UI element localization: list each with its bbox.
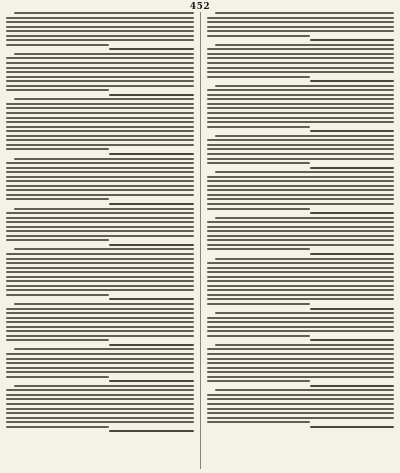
text-line: [6, 262, 194, 264]
text-line: [207, 267, 395, 269]
notice-entry: [6, 98, 194, 155]
text-line: [207, 76, 310, 78]
text-line: [6, 253, 194, 255]
text-line: [6, 235, 194, 237]
text-line: [207, 189, 395, 191]
text-line: [14, 303, 194, 305]
text-line: [207, 248, 310, 250]
text-line: [14, 348, 194, 350]
text-line: [6, 121, 194, 123]
text-line: [6, 135, 194, 137]
text-line: [6, 144, 194, 146]
text-line: [215, 135, 395, 137]
text-line: [6, 67, 194, 69]
text-line: [207, 17, 395, 19]
text-line: [207, 412, 395, 414]
text-line: [6, 371, 194, 373]
text-line: [215, 171, 395, 173]
text-line: [6, 294, 109, 296]
text-line: [6, 44, 109, 46]
text-line: [6, 403, 194, 405]
notice-entry: [207, 312, 395, 341]
text-line: [6, 258, 194, 260]
text-line: [207, 35, 310, 37]
text-line: [6, 189, 194, 191]
page-number: 452: [189, 2, 211, 12]
text-line: [6, 148, 109, 150]
text-line: [6, 389, 194, 391]
text-line: [215, 44, 395, 46]
text-line: [207, 335, 310, 337]
notice-entry: [6, 248, 194, 300]
text-line: [215, 344, 395, 346]
notice-entry: [6, 385, 194, 432]
text-line: [215, 12, 395, 14]
text-line: [207, 198, 395, 200]
text-line: [207, 326, 395, 328]
text-line: [207, 262, 395, 264]
text-line: [207, 367, 395, 369]
text-line: [207, 394, 395, 396]
right-column: [207, 12, 395, 469]
signature-line: [109, 94, 193, 96]
text-line: [6, 194, 194, 196]
signature-line: [310, 80, 394, 82]
text-line: [6, 176, 194, 178]
signature-line: [109, 203, 193, 205]
text-line: [207, 285, 395, 287]
text-line: [6, 35, 194, 37]
text-line: [207, 294, 395, 296]
text-line: [14, 12, 194, 14]
text-line: [207, 358, 395, 360]
text-line: [6, 76, 194, 78]
text-line: [14, 98, 194, 100]
notice-columns: [6, 12, 394, 469]
text-line: [207, 48, 395, 50]
text-line: [215, 85, 395, 87]
text-line: [6, 217, 194, 219]
signature-line: [109, 344, 193, 346]
signature-line: [109, 48, 193, 50]
text-line: [207, 221, 395, 223]
notice-entry: [6, 12, 194, 50]
text-line: [6, 271, 194, 273]
text-line: [207, 71, 395, 73]
signature-line: [109, 244, 193, 246]
signature-line: [310, 39, 394, 41]
text-line: [207, 176, 395, 178]
text-line: [207, 185, 395, 187]
text-line: [6, 289, 194, 291]
text-line: [207, 30, 395, 32]
text-line: [207, 330, 395, 332]
text-line: [6, 321, 194, 323]
text-line: [207, 376, 395, 378]
text-line: [207, 271, 395, 273]
text-line: [207, 353, 395, 355]
text-line: [207, 94, 395, 96]
signature-line: [109, 153, 193, 155]
text-line: [14, 53, 194, 55]
text-line: [6, 198, 109, 200]
text-line: [6, 308, 194, 310]
text-line: [207, 421, 310, 423]
left-column: [6, 12, 194, 469]
notice-entry: [207, 135, 395, 169]
text-line: [6, 221, 194, 223]
text-line: [207, 121, 395, 123]
text-line: [6, 426, 109, 428]
text-line: [6, 376, 109, 378]
text-line: [207, 317, 395, 319]
text-line: [207, 158, 395, 160]
text-line: [6, 394, 194, 396]
signature-line: [310, 130, 394, 132]
text-line: [6, 362, 194, 364]
notice-entry: [207, 171, 395, 214]
text-line: [207, 230, 395, 232]
text-line: [215, 389, 395, 391]
text-line: [207, 107, 395, 109]
notice-entry: [6, 158, 194, 205]
text-line: [207, 403, 395, 405]
text-line: [207, 89, 395, 91]
text-line: [6, 312, 194, 314]
notice-entry: [207, 389, 395, 427]
text-line: [215, 312, 395, 314]
text-line: [207, 126, 310, 128]
text-line: [6, 421, 194, 423]
notice-entry: [6, 348, 194, 382]
signature-line: [310, 253, 394, 255]
text-line: [207, 244, 395, 246]
text-line: [6, 335, 194, 337]
text-line: [14, 158, 194, 160]
signature-line: [310, 308, 394, 310]
text-line: [207, 26, 395, 28]
text-line: [6, 126, 194, 128]
text-line: [6, 412, 194, 414]
signature-line: [310, 385, 394, 387]
text-line: [207, 408, 395, 410]
notice-entry: [6, 303, 194, 346]
text-line: [207, 103, 395, 105]
text-line: [207, 153, 395, 155]
text-line: [6, 167, 194, 169]
text-line: [207, 398, 395, 400]
text-line: [207, 321, 395, 323]
text-line: [6, 417, 194, 419]
text-line: [6, 326, 194, 328]
text-line: [207, 148, 395, 150]
text-line: [6, 162, 194, 164]
text-line: [6, 21, 194, 23]
text-line: [6, 112, 194, 114]
text-line: [207, 380, 310, 382]
text-line: [207, 417, 395, 419]
text-line: [6, 339, 109, 341]
text-line: [207, 208, 310, 210]
text-line: [207, 303, 310, 305]
text-line: [6, 358, 194, 360]
text-line: [6, 171, 194, 173]
signature-line: [310, 426, 394, 428]
notice-entry: [6, 53, 194, 96]
signature-line: [109, 380, 193, 382]
signature-line: [109, 430, 193, 432]
notice-entry: [6, 208, 194, 246]
notice-entry: [207, 85, 395, 132]
text-line: [207, 117, 395, 119]
text-line: [14, 208, 194, 210]
text-line: [6, 367, 194, 369]
text-line: [207, 67, 395, 69]
text-line: [6, 139, 194, 141]
text-line: [207, 239, 395, 241]
notice-entry: [207, 217, 395, 255]
text-line: [6, 330, 194, 332]
text-line: [6, 317, 194, 319]
text-line: [6, 107, 194, 109]
text-line: [6, 185, 194, 187]
text-line: [6, 30, 194, 32]
notice-entry: [207, 12, 395, 41]
text-line: [6, 26, 194, 28]
text-line: [6, 353, 194, 355]
text-line: [207, 139, 395, 141]
text-line: [6, 180, 194, 182]
text-line: [215, 258, 395, 260]
text-line: [6, 267, 194, 269]
text-line: [207, 21, 395, 23]
text-line: [6, 212, 194, 214]
text-line: [6, 239, 109, 241]
text-line: [207, 298, 395, 300]
text-line: [207, 280, 395, 282]
signature-line: [310, 167, 394, 169]
text-line: [207, 180, 395, 182]
text-line: [6, 17, 194, 19]
text-line: [207, 53, 395, 55]
text-line: [207, 289, 395, 291]
column-divider: [200, 12, 201, 469]
text-line: [6, 280, 194, 282]
text-line: [6, 398, 194, 400]
text-line: [6, 71, 194, 73]
text-line: [207, 57, 395, 59]
text-line: [6, 226, 194, 228]
text-line: [6, 85, 194, 87]
text-line: [207, 348, 395, 350]
signature-line: [310, 339, 394, 341]
text-line: [6, 276, 194, 278]
text-line: [6, 230, 194, 232]
text-line: [6, 89, 109, 91]
text-line: [207, 98, 395, 100]
text-line: [207, 112, 395, 114]
text-line: [14, 385, 194, 387]
signature-line: [310, 212, 394, 214]
text-line: [6, 80, 194, 82]
text-line: [207, 235, 395, 237]
notice-entry: [207, 44, 395, 82]
text-line: [6, 408, 194, 410]
text-line: [207, 362, 395, 364]
text-line: [6, 103, 194, 105]
text-line: [207, 226, 395, 228]
notice-entry: [207, 258, 395, 310]
text-line: [6, 130, 194, 132]
text-line: [207, 194, 395, 196]
text-line: [207, 203, 395, 205]
text-line: [207, 62, 395, 64]
text-line: [14, 248, 194, 250]
text-line: [215, 217, 395, 219]
text-line: [207, 371, 395, 373]
text-line: [6, 117, 194, 119]
text-line: [6, 62, 194, 64]
text-line: [6, 285, 194, 287]
text-line: [6, 39, 194, 41]
text-line: [6, 57, 194, 59]
text-line: [207, 276, 395, 278]
text-line: [207, 144, 395, 146]
signature-line: [109, 298, 193, 300]
notice-entry: [207, 344, 395, 387]
text-line: [207, 162, 310, 164]
